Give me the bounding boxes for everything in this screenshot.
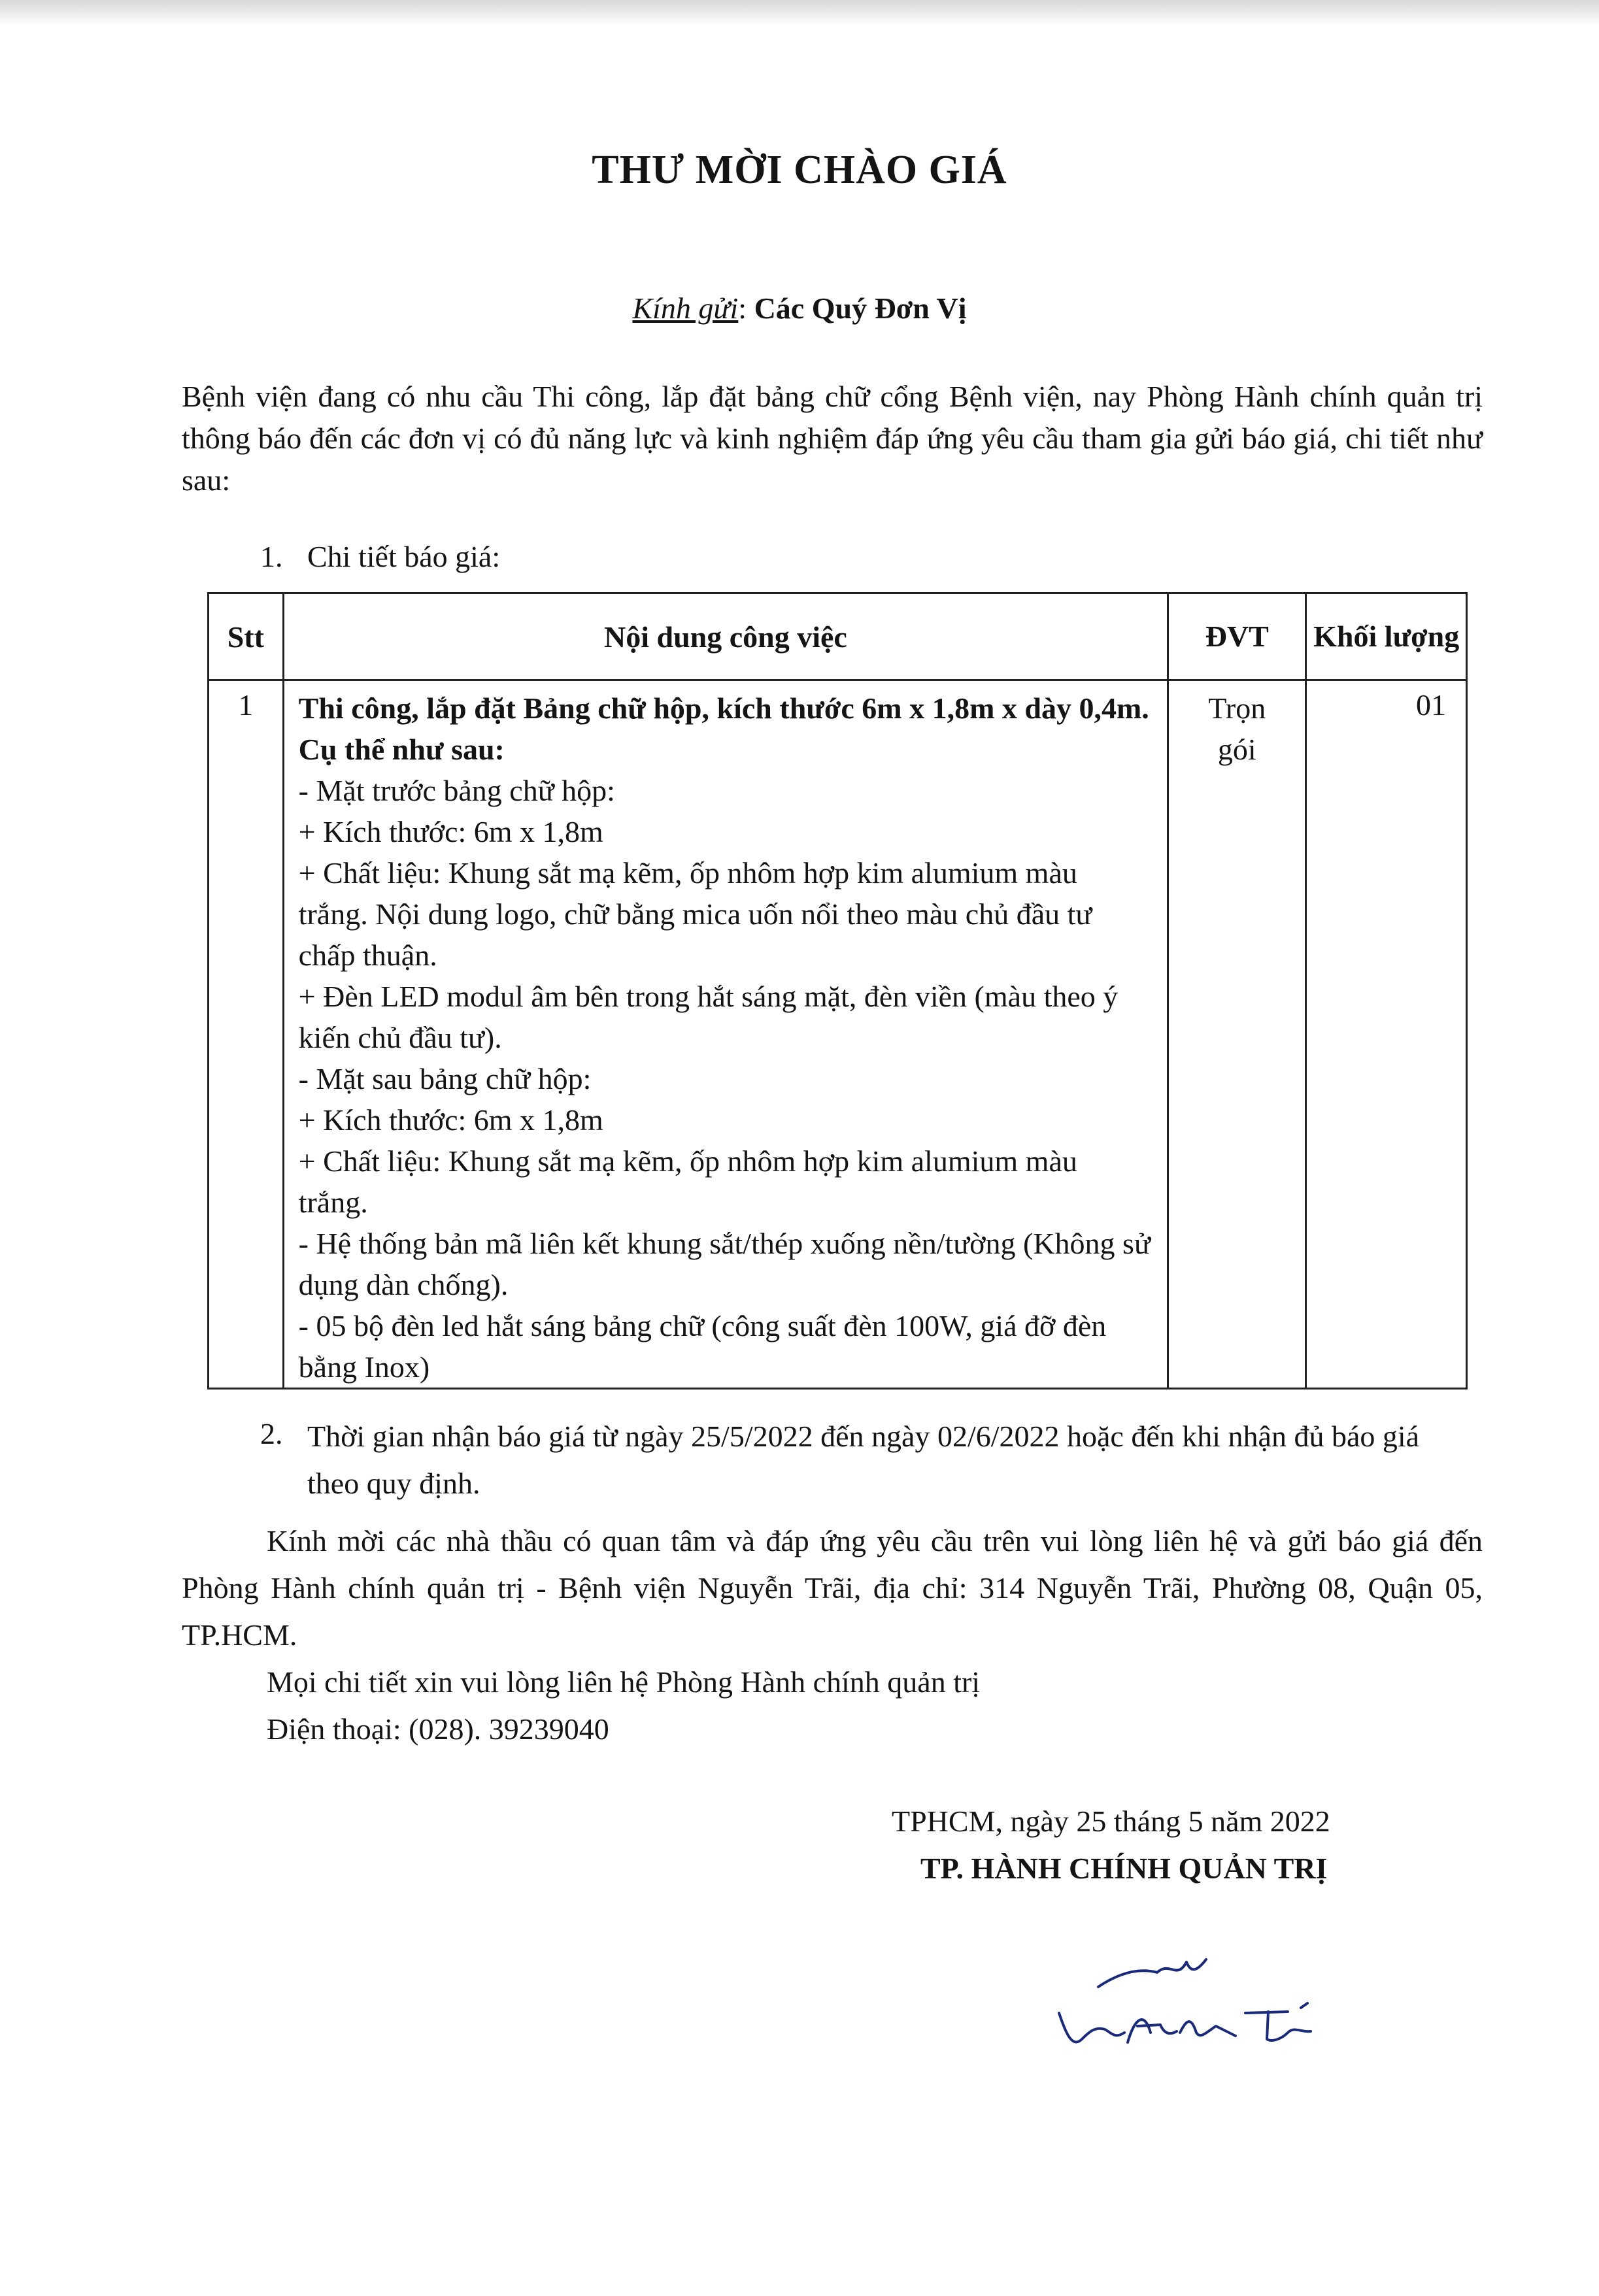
row-qty: 01: [1306, 680, 1467, 1389]
content-line: - 05 bộ đèn led hắt sáng bảng chữ (công suất đèn 100W, giá đỡ đèn bằng Inox): [298, 1309, 1107, 1384]
section-1-number: 1.: [260, 540, 283, 573]
intro-paragraph: Bệnh viện đang có nhu cầu Thi công, lắp đặt bảng chữ cổng Bệnh viện, nay Phòng Hành chính quản trị thông báo đến các đơn vị có đủ năng lực và kinh nghiệm đáp ứng yêu cầu tham gia gửi báo giá, chi tiết như sau:: [182, 380, 1483, 497]
row-unit: [1168, 680, 1306, 1389]
header-stt: Stt: [209, 593, 284, 680]
greeting-colon: :: [738, 291, 747, 325]
content-line: - Mặt trước bảng chữ hộp:: [298, 774, 615, 807]
content-line: + Chất liệu: Khung sắt mạ kẽm, ốp nhôm hợp kim alumium màu trắng.: [298, 1144, 1077, 1219]
signature-stroke: [1128, 2020, 1177, 2042]
contact-block: [267, 1659, 980, 1753]
header-qty: Khối lượng: [1306, 593, 1467, 680]
row-content-title: Thi công, lắp đặt Bảng chữ hộp, kích thước 6m x 1,8m x dày 0,4m. Cụ thể như sau:: [298, 691, 1149, 766]
signature-initial-stroke: [1098, 1959, 1206, 1987]
section-2-text: Thời gian nhận báo giá từ ngày 25/5/2022 đến ngày 02/6/2022 hoặc đến khi nhận đủ báo giá theo quy định.: [307, 1420, 1420, 1500]
greeting-label: Kính gửi: [632, 291, 739, 325]
contact-phone: Điện thoại: (028). 39239040: [267, 1712, 609, 1746]
greeting-line: [0, 291, 1599, 325]
content-line: + Kích thước: 6m x 1,8m: [298, 815, 603, 848]
content-line: + Đèn LED modul âm bên trong hắt sáng mặt, đèn viền (màu theo ý kiến chủ đầu tư).: [298, 980, 1119, 1054]
row-unit-text: Trọn gói: [1208, 691, 1266, 766]
row-stt: 1: [209, 680, 284, 1389]
row-content: [283, 680, 1168, 1389]
invitation-paragraph: Kính mời các nhà thầu có quan tâm và đáp ứng yêu cầu trên vui lòng liên hệ và gửi báo giá đến Phòng Hành chính quản trị - Bệnh viện Nguyễn Trãi, địa chỉ: 314 Nguyễn Trãi, Phường 08, Quận 05, TP.HCM.: [182, 1524, 1483, 1652]
content-line: + Kích thước: 6m x 1,8m: [298, 1103, 603, 1137]
content-line: - Mặt sau bảng chữ hộp:: [298, 1062, 592, 1095]
contact-line-1: Mọi chi tiết xin vui lòng liên hệ Phòng Hành chính quản trị: [267, 1665, 981, 1699]
signature-stroke: [1245, 2003, 1311, 2040]
header-unit: ĐVT: [1168, 593, 1306, 680]
scan-edge-shadow: [0, 0, 1599, 26]
content-line: - Hệ thống bản mã liên kết khung sắt/thép xuống nền/tường (Không sử dụng dàn chống).: [298, 1227, 1151, 1301]
document-title: THƯ MỜI CHÀO GIÁ: [592, 148, 1007, 192]
content-line: + Chất liệu: Khung sắt mạ kẽm, ốp nhôm hợp kim alumium màu trắng. Nội dung logo, chữ bằng mica uốn nổi theo màu chủ đầu tư chấp thuận.: [298, 856, 1092, 972]
section-1-text: Chi tiết báo giá:: [307, 540, 501, 573]
table-header-row: [209, 593, 1467, 680]
signature-stroke: [1180, 2021, 1236, 2036]
signoff-date: TPHCM, ngày 25 tháng 5 năm 2022: [892, 1805, 1330, 1838]
signoff-unit: TP. HÀNH CHÍNH QUẢN TRỊ: [920, 1852, 1328, 1885]
greeting-recipient: Các Quý Đơn Vị: [754, 291, 967, 325]
header-content: Nội dung công việc: [283, 593, 1168, 680]
section-2-number: 2.: [260, 1417, 283, 1450]
quote-table: [207, 592, 1468, 1389]
signature-stroke: [1059, 2013, 1124, 2042]
table-row: [209, 680, 1467, 1389]
handwritten-signature: [1020, 1935, 1360, 2078]
